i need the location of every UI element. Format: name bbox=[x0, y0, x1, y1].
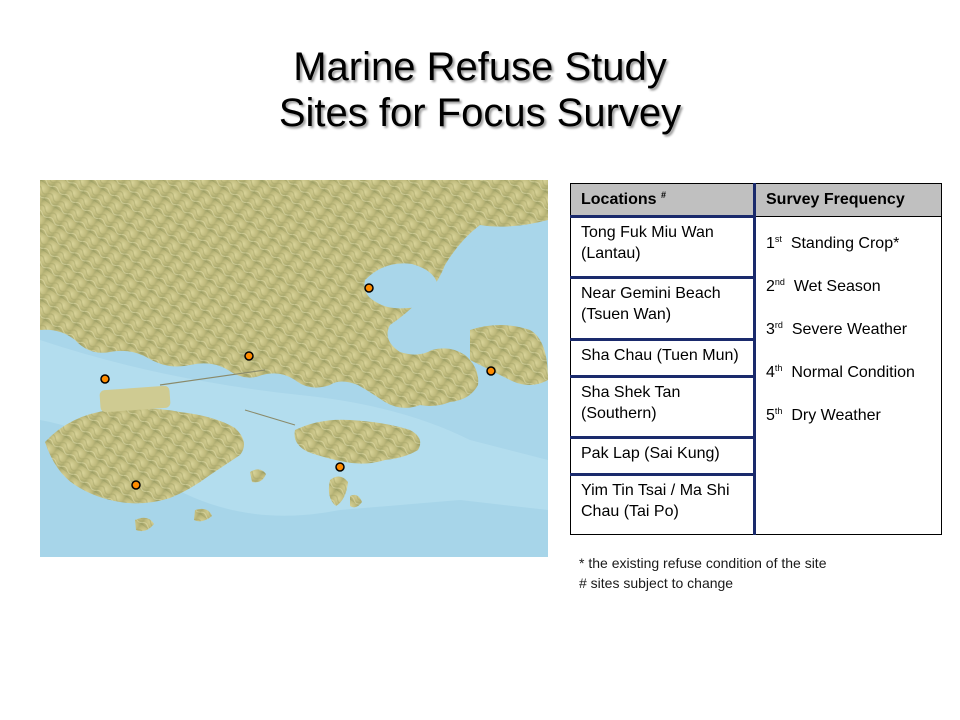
footnotes bbox=[579, 553, 826, 593]
site-marker-pak-lap[interactable] bbox=[487, 367, 495, 375]
title-line-2: Sites for Focus Survey bbox=[278, 91, 682, 135]
frequency-item: 5th Dry Weather bbox=[766, 406, 881, 424]
header-locations: Locations # bbox=[571, 184, 755, 217]
location-cell: Pak Lap (Sai Kung) bbox=[571, 437, 755, 474]
slide-title bbox=[0, 44, 960, 136]
location-cell: Near Gemini Beach (Tsuen Wan) bbox=[571, 278, 755, 339]
frequency-item: 3rd Severe Weather bbox=[766, 320, 908, 338]
header-survey-frequency: Survey Frequency bbox=[755, 184, 942, 217]
site-marker-sha-chau[interactable] bbox=[101, 375, 109, 383]
survey-table bbox=[570, 183, 942, 535]
location-cell: Sha Chau (Tuen Mun) bbox=[571, 339, 755, 376]
table-row bbox=[571, 217, 942, 278]
footnote-sites-subject: # sites subject to change bbox=[579, 575, 734, 591]
site-marker-gemini-beach[interactable] bbox=[245, 352, 253, 360]
location-cell: Tong Fuk Miu Wan (Lantau) bbox=[571, 217, 755, 278]
table-header-row bbox=[571, 184, 942, 217]
footnote-refuse-condition: * the existing refuse condition of the site bbox=[579, 555, 827, 571]
location-cell: Sha Shek Tan (Southern) bbox=[571, 376, 755, 437]
map-svg bbox=[40, 180, 548, 557]
frequency-item: 4th Normal Condition bbox=[766, 363, 915, 381]
title-line-1: Marine Refuse Study bbox=[293, 45, 667, 89]
frequency-item: 2nd Wet Season bbox=[766, 277, 881, 295]
frequency-cell bbox=[755, 217, 942, 535]
site-marker-yim-tin-tsai[interactable] bbox=[365, 284, 373, 292]
location-cell: Yim Tin Tsai / Ma Shi Chau (Tai Po) bbox=[571, 474, 755, 534]
frequency-item: 1st Standing Crop* bbox=[766, 234, 900, 252]
hong-kong-map bbox=[40, 180, 548, 557]
site-marker-tong-fuk[interactable] bbox=[132, 481, 140, 489]
site-marker-sha-shek-tan[interactable] bbox=[336, 463, 344, 471]
